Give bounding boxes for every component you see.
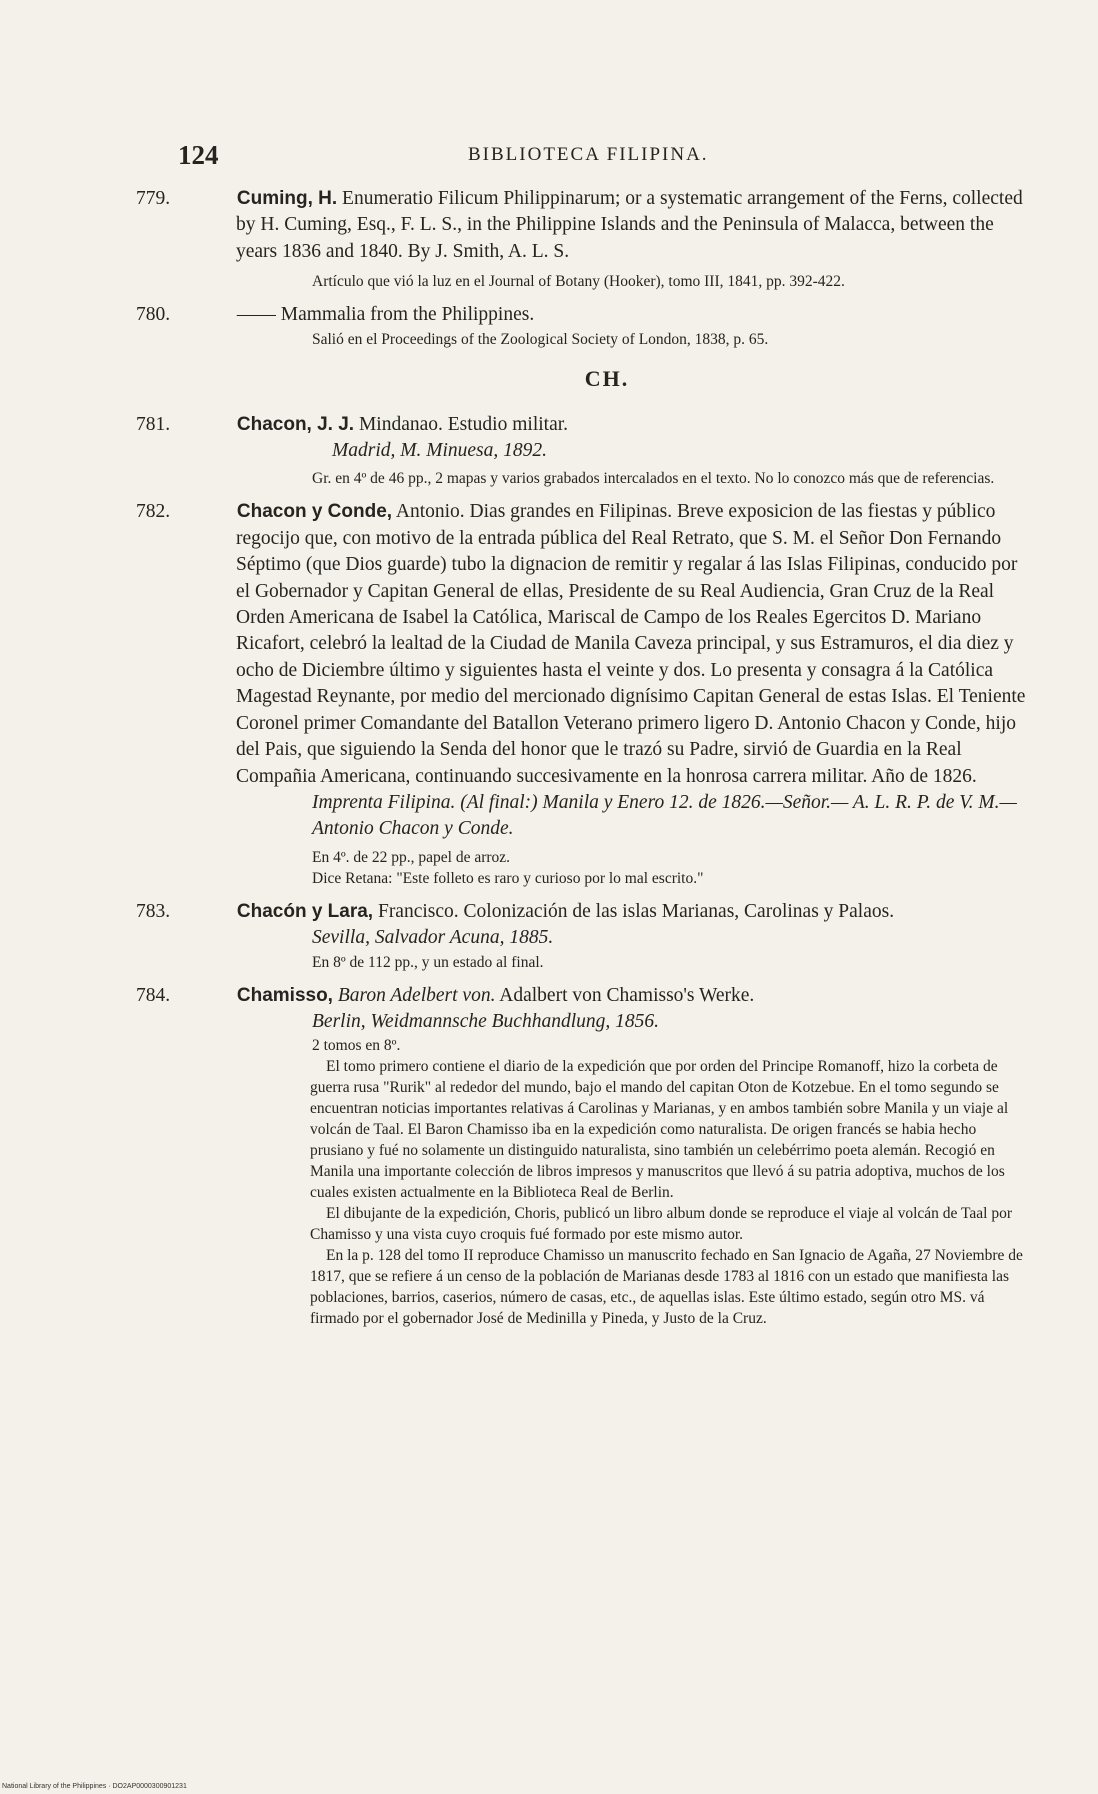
entry-author: Chamisso, — [236, 984, 333, 1006]
page-number: 124 — [178, 140, 219, 170]
entry-number: 784. — [136, 984, 171, 1006]
entry-779 — [136, 186, 1028, 292]
entry-note: En 8º de 112 pp., y un estado al final. — [312, 953, 544, 971]
entry-author-forename: Francisco. — [377, 900, 459, 922]
ditto-dash: —— — [236, 304, 276, 326]
entry-title: Colonización de las islas Marianas, Carolinas y Palaos. — [463, 900, 895, 922]
entry-paragraph: El tomo primero contiene el diario de la expedición que por orden del Principe Romanoff, hizo la corbeta de guerra rusa "Rurik" al rededor del mundo, bajo el mando del capitan Oton de Kotzebue. En el tomo segundo se encuentran noticias importantes relativas á Carolinas y Marianas, y en ambos también sobre Manila y un viaje al volcán de Taal. El Baron Chamisso iba en la expedición como naturalista. De origen francés se habia hecho prusiano y fué no solamente un distinguido naturalista, sino también un celebérrimo poeta alemán. Recogió en Manila una importante colección de libros impresos y manuscritos que llevó á su patria adoptiva, muchos de los cuales existen actualmente en la Biblioteca Real de Berlin. — [310, 1058, 1009, 1202]
entry-title: Enumeratio Filicum Philippinarum; or a systematic arrangement of the Ferns, collected by H. Cuming, Esq., F. L. S., in the Philippine Islands and the Peninsula of Malacca, between the years 1836 and 1840. By J. Smith, A. L. S. — [236, 188, 1023, 262]
entry-note: Artículo que vió la luz en el Journal of Botany (Hooker), tomo III, 1841, pp. 392-422. — [312, 273, 845, 291]
page-content — [136, 186, 1028, 1339]
entry-781 — [136, 412, 1028, 490]
entry-note: Salió en el Proceedings of the Zoological Society of London, 1838, p. 65. — [312, 330, 769, 348]
running-title: BIBLIOTECA FILIPINA. — [468, 144, 709, 165]
entry-author: Chacón y Lara, — [236, 900, 374, 922]
entry-author-forename: Antonio. — [395, 501, 465, 523]
section-heading: CH. — [584, 365, 630, 391]
entry-note-2: Dice Retana: "Este folleto es raro y curioso por lo mal escrito." — [312, 869, 704, 887]
entry-780 — [136, 302, 1028, 349]
entry-title: Dias grandes en Filipinas. Breve exposicion de las fiestas y público regocijo que, con motivo de la entrada pública del Real Retrato, que S. M. el Señor Don Fernando Séptimo (que Dios guarde) tubo la dignacion de remitir y regalar á las Islas Filipinas, conducido por el Gobernador y Capitan General de ellas, Presidente de su Real Audiencia, Gran Cruz de la Real Orden Americana de Isabel la Católica, Mariscal de Campo de los Reales Egercitos D. Mariano Ricafort, celebró la lealtad de la Ciudad de Manila Caveza principal, y sus Estramuros, el dia diez y ocho de Diciembre último y siguientes hasta el veinte y dos. Lo presenta y consagra á la Católica Magestad Reynante, por medio del mercionado dignísimo Capitan General de estas Islas. El Teniente Coronel primer Comandante del Batallon Veterano primero ligero D. Antonio Chacon y Conde, hijo del Pais, que siguiendo la Senda del honor que le trazó su Padre, sirvió de Guardia en la Real Compañia Americana, continuando succesivamente en la honrosa carrera militar. Año de 1826. — [236, 501, 1026, 787]
entry-note: En 4º. de 22 pp., papel de arroz. — [312, 848, 511, 866]
entry-paragraph: El dibujante de la expedición, Choris, publicó un libro album donde se reproduce el viaje al volcán de Taal por Chamisso y una vista cuyo croquis fué formado por este mismo autor. — [310, 1205, 1013, 1244]
entry-784 — [136, 983, 1028, 1330]
entry-number: 782. — [136, 501, 171, 523]
entry-imprint: Madrid, M. Minuesa, 1892. — [332, 440, 548, 462]
entry-title: Adalbert von Chamisso's Werke. — [499, 984, 755, 1006]
entry-imprint: Imprenta Filipina. (Al final:) Manila y Enero 12. de 1826.—Señor.— A. L. R. P. de V. M.—Antonio Chacon y Conde. — [312, 791, 1017, 840]
entry-author-forename: Baron Adelbert von. — [337, 984, 496, 1006]
scan-footer: National Library of the Philippines · DO2AP0000300901231 — [2, 1783, 187, 1790]
entry-paragraph: En la p. 128 del tomo II reproduce Chamisso un manuscrito fechado en San Ignacio de Agaña, 27 Noviembre de 1817, que se refiere á un censo de la población de Marianas desde 1783 al 1816 con un estado que manifiesta las poblaciones, barrios, caserios, número de casas, etc., de aquellas islas. Este último estado, según otro MS. vá firmado por el gobernador José de Medinilla y Pineda, y Justo de la Cruz. — [310, 1247, 1023, 1328]
entry-number: 783. — [136, 900, 171, 922]
entry-title: Mammalia from the Philippines. — [280, 304, 535, 326]
page-header — [178, 140, 1028, 180]
entry-title: Mindanao. Estudio militar. — [358, 413, 569, 435]
entry-number: 781. — [136, 413, 171, 435]
entry-782 — [136, 499, 1028, 888]
entry-author: Chacon y Conde, — [236, 501, 393, 523]
entry-imprint: Sevilla, Salvador Acuna, 1885. — [312, 927, 554, 949]
entry-note: Gr. en 4º de 46 pp., 2 mapas y varios grabados intercalados en el texto. No lo conozco más que de referencias. — [312, 470, 995, 488]
entry-imprint: Berlin, Weidmannsche Buchhandlung, 1856. — [312, 1010, 659, 1032]
entry-note: 2 tomos en 8º. — [312, 1037, 401, 1055]
entry-783 — [136, 899, 1028, 973]
entry-number: 780. — [136, 304, 171, 326]
entry-author: Chacon, J. J. — [236, 413, 355, 435]
entry-number: 779. — [136, 188, 171, 209]
entry-author: Cuming, H. — [236, 188, 338, 209]
